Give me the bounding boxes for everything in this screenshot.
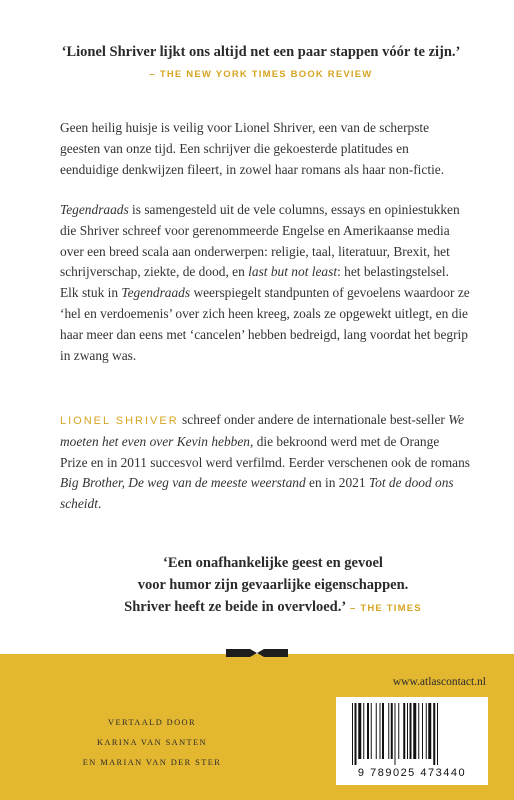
author-bio bbox=[60, 410, 470, 515]
description-part: : het belastingstelsel. bbox=[337, 264, 449, 280]
bottom-quote-line: Shriver heeft ze beide in overvloed.’ bbox=[124, 599, 347, 615]
ornament-icon bbox=[226, 646, 288, 660]
barcode-icon bbox=[350, 703, 474, 767]
description-text bbox=[60, 200, 470, 283]
description-part: is samengesteld uit de vele columns, essays en opiniestukken die Shriver schreef voor gerenommeerde Engelse en Amerikaanse media over een breed scala aan onderwerpen: religie, taal, literatuur, Brexit, het schrijverschap, ziekte, de dood, en bbox=[60, 202, 460, 280]
book-title: Big Brother, De weg van de meeste weerstand bbox=[60, 475, 306, 491]
bio-part: , die bekroond werd met de Orange Prize en in 2011 succesvol werd verfilmd. Eerder verschenen ook de romans bbox=[60, 433, 471, 470]
description-part: weerspiegelt standpunten of gevoelens waardoor ze ‘hel en verdoemenis’ over zich heen kreeg, zoals ze opgewekt uitlegt, en die haar meer dan eens met ‘cancelen’ hebben bedreigd, lang voordat het begrip in zwang was. bbox=[60, 285, 470, 363]
italic-phrase: last but not least bbox=[248, 264, 338, 280]
credits-line: EN MARIAN VAN DER STER bbox=[82, 758, 222, 767]
credits-line: VERTAALD DOOR bbox=[108, 718, 196, 727]
publisher-url: www.atlascontact.nl bbox=[392, 676, 486, 688]
top-quote bbox=[36, 44, 486, 80]
intro-paragraph bbox=[60, 118, 470, 180]
book-title: We moeten het even over Kevin hebben bbox=[60, 412, 465, 449]
translator-credits bbox=[42, 718, 262, 778]
description-paragraph bbox=[60, 200, 470, 366]
top-quote-attribution: – THE NEW YORK TIMES BOOK REVIEW bbox=[149, 69, 373, 80]
barcode bbox=[336, 697, 488, 785]
bottom-quote-attribution: – THE TIMES bbox=[346, 603, 422, 614]
book-title: Tegendraads bbox=[121, 285, 191, 301]
book-title: Tot de dood ons scheidt bbox=[60, 475, 454, 512]
isbn-number: 9 789025 473440 bbox=[357, 767, 467, 779]
credits-line: KARINA VAN SANTEN bbox=[96, 738, 208, 747]
author-bio-text bbox=[60, 410, 470, 515]
intro-text: Geen heilig huisje is veilig voor Lionel Shriver, een van de scherpste geesten van onze tijd. Een schrijver die gekoesterde platitudes en eenduidige denkwijzen fileert, in zowel haar romans als haar non-fictie. bbox=[60, 120, 445, 177]
description-text-2 bbox=[60, 283, 470, 366]
bottom-quote-line: ‘Een onafhankelijke geest en gevoel bbox=[163, 555, 383, 571]
bottom-quote-line: voor humor zijn gevaarlijke eigenschappen. bbox=[137, 577, 409, 593]
bio-part: schreef onder andere de internationale best-seller bbox=[178, 412, 449, 427]
author-name: LIONEL SHRIVER bbox=[60, 415, 179, 427]
bio-part: . bbox=[97, 496, 102, 512]
bottom-quote bbox=[88, 552, 458, 620]
top-quote-text: ‘Lionel Shriver lijkt ons altijd net een paar stappen vóór te zijn.’ bbox=[61, 44, 461, 60]
book-title: Tegendraads bbox=[60, 202, 129, 217]
bio-part: en in 2021 bbox=[305, 475, 369, 491]
description-part: Elk stuk in bbox=[60, 285, 122, 301]
bottom-quote-line-last bbox=[88, 596, 458, 620]
